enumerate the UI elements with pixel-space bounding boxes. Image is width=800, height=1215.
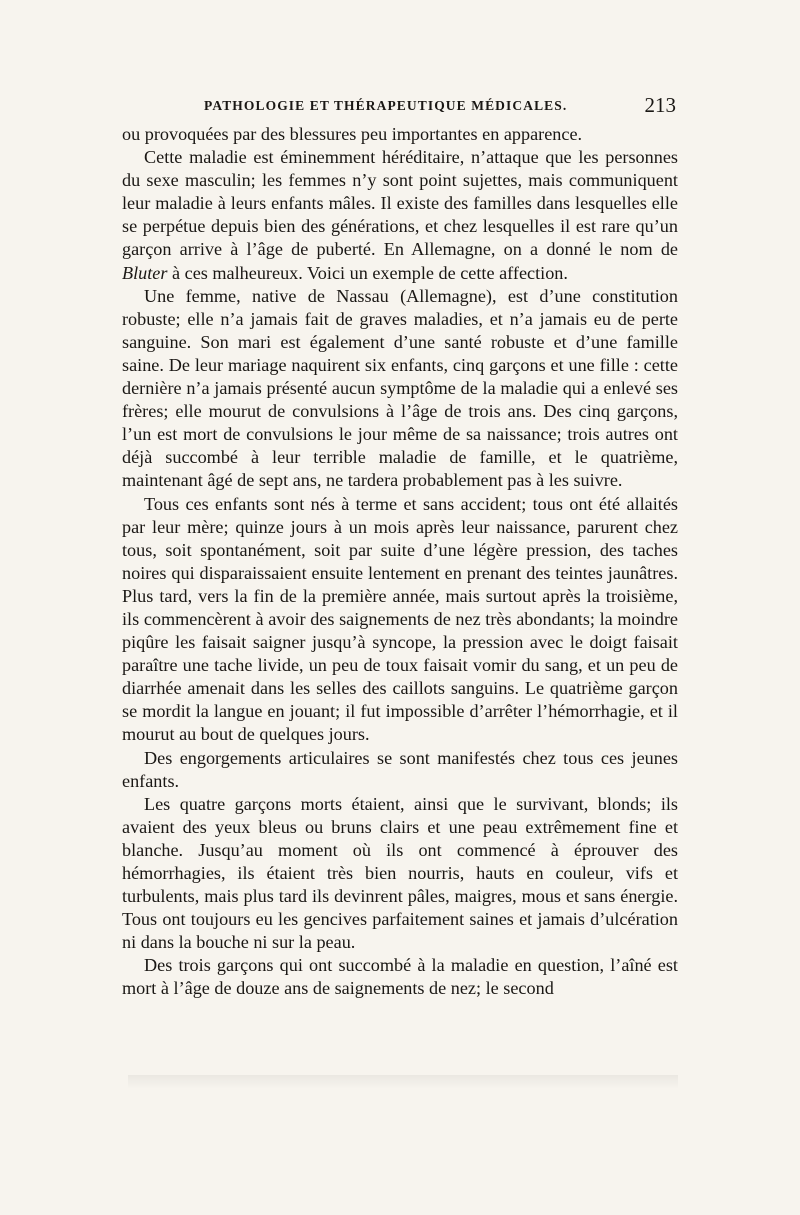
- paragraph-2: Cette maladie est éminemment héréditaire, n’attaque que les personnes du sexe masculin; les femmes n’y sont point sujettes, mais communiquent leur maladie à leurs enfants mâles. Il existe des familles dans lesquelles elle se perpétue depuis bien des générations, et chez lesquelles il est rare qu’un garçon arrive à l’âge de puberté. En Allemagne, on a donné le nom de Bluter à ces malheureux. Voici un exemple de cette affection.: [122, 147, 678, 283]
- page-number: 213: [644, 93, 676, 117]
- paragraph-1: ou provoquées par des blessures peu importantes en apparence.: [122, 124, 583, 144]
- document-page: [122, 95, 678, 1001]
- show-through-shadow: [128, 1075, 678, 1089]
- paragraph-7: Des trois garçons qui ont succombé à la maladie en question, l’aîné est mort à l’âge de douze ans de saignements de nez; le second: [122, 955, 678, 999]
- running-head: PATHOLOGIE ET THÉRAPEUTIQUE MÉDICALES.: [204, 98, 568, 113]
- paragraph-4: Tous ces enfants sont nés à terme et sans accident; tous ont été allaités par leur mère; quinze jours à un mois après leur naissance, parurent chez tous, soit spontanément, soit par suite d’une légère pression, des taches noires qui disparaissaient ensuite lentement en prenant des teintes jaunâtres. Plus tard, vers la fin de la première année, mais surtout après la troisième, ils commencèrent à avoir des saignements de nez très abondants; la moindre piqûre les faisait saigner jusqu’à syncope, la pression avec le doigt faisait paraître une tache livide, un peu de toux faisait vomir du sang, et un peu de diarrhée amenait dans les selles des caillots sanguins. Le quatrième garçon se mordit la langue en jouant; il fut impossible d’arrêter l’hémorrhagie, et il mourut au bout de quelques jours.: [122, 493, 678, 745]
- paragraph-5: Des engorgements articulaires se sont manifestés chez tous ces jeunes enfants.: [122, 747, 678, 791]
- page-header: [122, 95, 678, 123]
- paragraph-6: Les quatre garçons morts étaient, ainsi que le survivant, blonds; ils avaient des yeux bleus ou bruns clairs et une peau extrêmement fine et blanche. Jusqu’au moment où ils ont commencé à éprouver des hémorrhagies, ils étaient très bien nourris, hauts en couleur, vifs et turbulents, mais plus tard ils devinrent pâles, maigres, mous et sans énergie. Tous ont toujours eu les gencives parfaitement saines et jamais d’ulcération ni dans la bouche ni sur la peau.: [122, 793, 678, 953]
- body-text: [122, 123, 678, 1001]
- paragraph-3: Une femme, native de Nassau (Allemagne), est d’une constitution robuste; elle n’a jamais fait de graves maladies, et n’a jamais eu de perte sanguine. Son mari est également d’une santé robuste et d’une famille saine. De leur mariage naquirent six enfants, cinq garçons et une fille : cette dernière n’a jamais présenté aucun symptôme de la maladie qui a enlevé ses frères; elle mourut de convulsions à l’âge de trois ans. Des cinq garçons, l’un est mort de convulsions le jour même de sa naissance; trois autres ont déjà succombé à leur terrible maladie de famille, et le quatrième, maintenant âgé de sept ans, ne tardera probablement pas à les suivre.: [122, 285, 678, 491]
- italic-term: Bluter: [122, 262, 168, 283]
